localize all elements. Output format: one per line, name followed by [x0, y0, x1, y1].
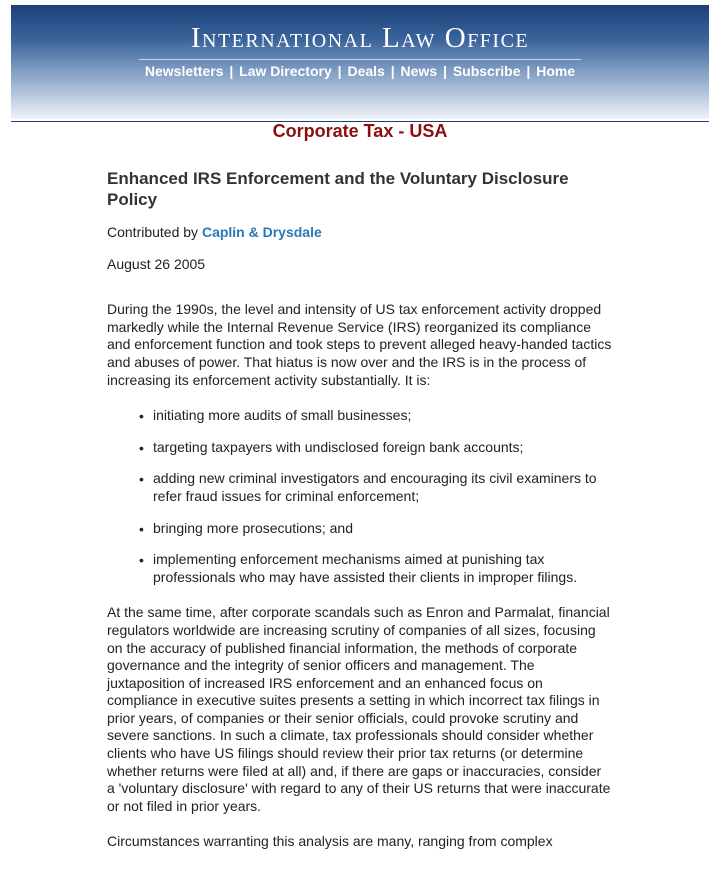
- bullet-icon: •: [139, 520, 144, 537]
- top-nav: [11, 62, 709, 80]
- intro-paragraph: During the 1990s, the level and intensity of US tax enforcement activity dropped markedly while the Internal Revenue Service (IRS) reorganized its compliance and enforcement function and took steps to prevent alleged heavy-handed tactics and abuses of power. That hiatus is now over and the IRS is in the process of increasing its enforcement activity substantially. It is:: [107, 301, 612, 388]
- list-item-text: adding new criminal investigators and encouraging its civil examiners to refer fraud issues for criminal enforcement;: [153, 470, 597, 504]
- contributor-link[interactable]: Caplin & Drysdale: [201, 224, 322, 240]
- byline-prefix: Contributed by: [107, 224, 199, 240]
- list-item: [139, 470, 612, 505]
- site-logo[interactable]: International Law Office: [190, 22, 530, 54]
- list-item: [139, 438, 612, 457]
- body-paragraph: Circumstances warranting this analysis are many, ranging from complex: [107, 833, 553, 850]
- section-title: Corporate Tax - USA: [272, 121, 448, 141]
- list-item-text: targeting taxpayers with undisclosed foreign bank accounts;: [153, 438, 524, 455]
- nav-link-deals[interactable]: Deals: [347, 63, 385, 79]
- nav-separator: |: [337, 63, 342, 79]
- logo-divider: [139, 59, 581, 60]
- list-item-text: bringing more prosecutions; and: [153, 519, 354, 536]
- nav-separator: |: [443, 63, 447, 79]
- article-title: Enhanced IRS Enforcement and the Voluntary Disclosure Policy: [107, 169, 569, 209]
- bullet-icon: •: [139, 552, 144, 569]
- nav-link-newsletters[interactable]: Newsletters: [144, 63, 224, 79]
- nav-link-news[interactable]: News: [400, 63, 438, 79]
- nav-link-subscribe[interactable]: Subscribe: [452, 63, 521, 79]
- list-item-text: initiating more audits of small businesses;: [153, 407, 412, 424]
- nav-separator: |: [229, 63, 234, 79]
- nav-link-law-directory[interactable]: Law Directory: [239, 63, 332, 79]
- bullet-icon: •: [139, 439, 144, 456]
- nav-link-home[interactable]: Home: [536, 63, 576, 79]
- body-paragraph: At the same time, after corporate scandals such as Enron and Parmalat, financial regulators worldwide are increasing scrutiny of companies of all sizes, focusing on the accuracy of published financial information, the methods of corporate governance and the integrity of senior officers and management. The juxtaposition of increased IRS enforcement and an enhanced focus on compliance in executive suites presents a setting in which incorrect tax filings in prior years, of companies or their senior officials, could provoke scrutiny and severe sanctions. In such a climate, tax professionals should consider whether clients who have US filings should review their prior tax returns (or determine whether returns were filed at all) and, if there are gaps or inaccuracies, consider a 'voluntary disclosure' with regard to any of their US returns that were inaccurate or not filed in prior years.: [107, 604, 611, 814]
- article-body: [107, 168, 612, 869]
- list-item: [139, 551, 612, 586]
- bullet-icon: •: [139, 408, 144, 425]
- nav-separator: |: [526, 63, 531, 79]
- byline: [107, 224, 612, 242]
- header-banner: [11, 5, 709, 119]
- article-date: August 26 2005: [107, 255, 206, 272]
- nav-separator: |: [390, 63, 395, 79]
- list-item: [139, 407, 612, 425]
- list-item-text: implementing enforcement mechanisms aimed at punishing tax professionals who may have assisted their clients in improper filings.: [153, 551, 578, 585]
- enforcement-list: [107, 407, 612, 586]
- bullet-icon: •: [139, 471, 144, 488]
- list-item: [139, 519, 612, 538]
